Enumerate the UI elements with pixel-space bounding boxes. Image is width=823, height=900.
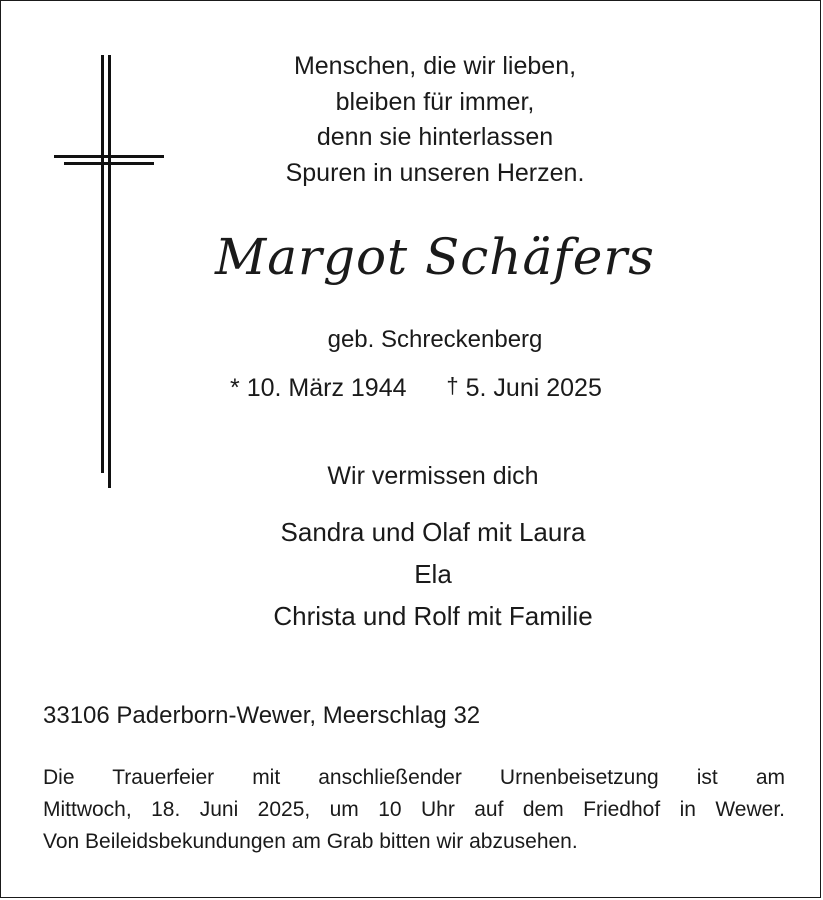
mourner-line: Ela [414, 559, 452, 589]
info-line: Die Trauerfeier mit anschließender Urnenbeisetzung ist am [43, 766, 785, 789]
memorial-verse [200, 49, 670, 191]
mourner-line: Sandra und Olaf mit Laura [280, 517, 586, 547]
farewell-line: Wir vermissen dich [327, 462, 539, 490]
death-symbol: † [446, 373, 459, 398]
address: 33106 Paderborn-Wewer, Meerschlag 32 [43, 702, 481, 729]
deceased-name: Margot Schäfers [215, 228, 655, 286]
verse-line: Menschen, die wir lieben, [293, 52, 577, 80]
mourners-list [180, 511, 686, 637]
death-date: 5. Juni 2025 [465, 374, 602, 402]
info-line: Mittwoch, 18. Juni 2025, um 10 Uhr auf dem Friedhof in Wewer. [43, 798, 785, 821]
birth-symbol: * [230, 374, 240, 402]
mourner-line: Christa und Rolf mit Familie [273, 601, 593, 631]
verse-line: bleiben für immer, [335, 87, 535, 116]
birth-date: 10. März 1944 [246, 374, 407, 402]
maiden-name: geb. Schreckenberg [327, 326, 543, 353]
verse-line: denn sie hinterlassen [316, 123, 554, 151]
info-line: Von Beileidsbekundungen am Grab bitten wir abzusehen. [43, 830, 578, 853]
life-dates [230, 374, 650, 403]
verse-line: Spuren in unseren Herzen. [285, 158, 585, 187]
funeral-info [43, 762, 785, 858]
